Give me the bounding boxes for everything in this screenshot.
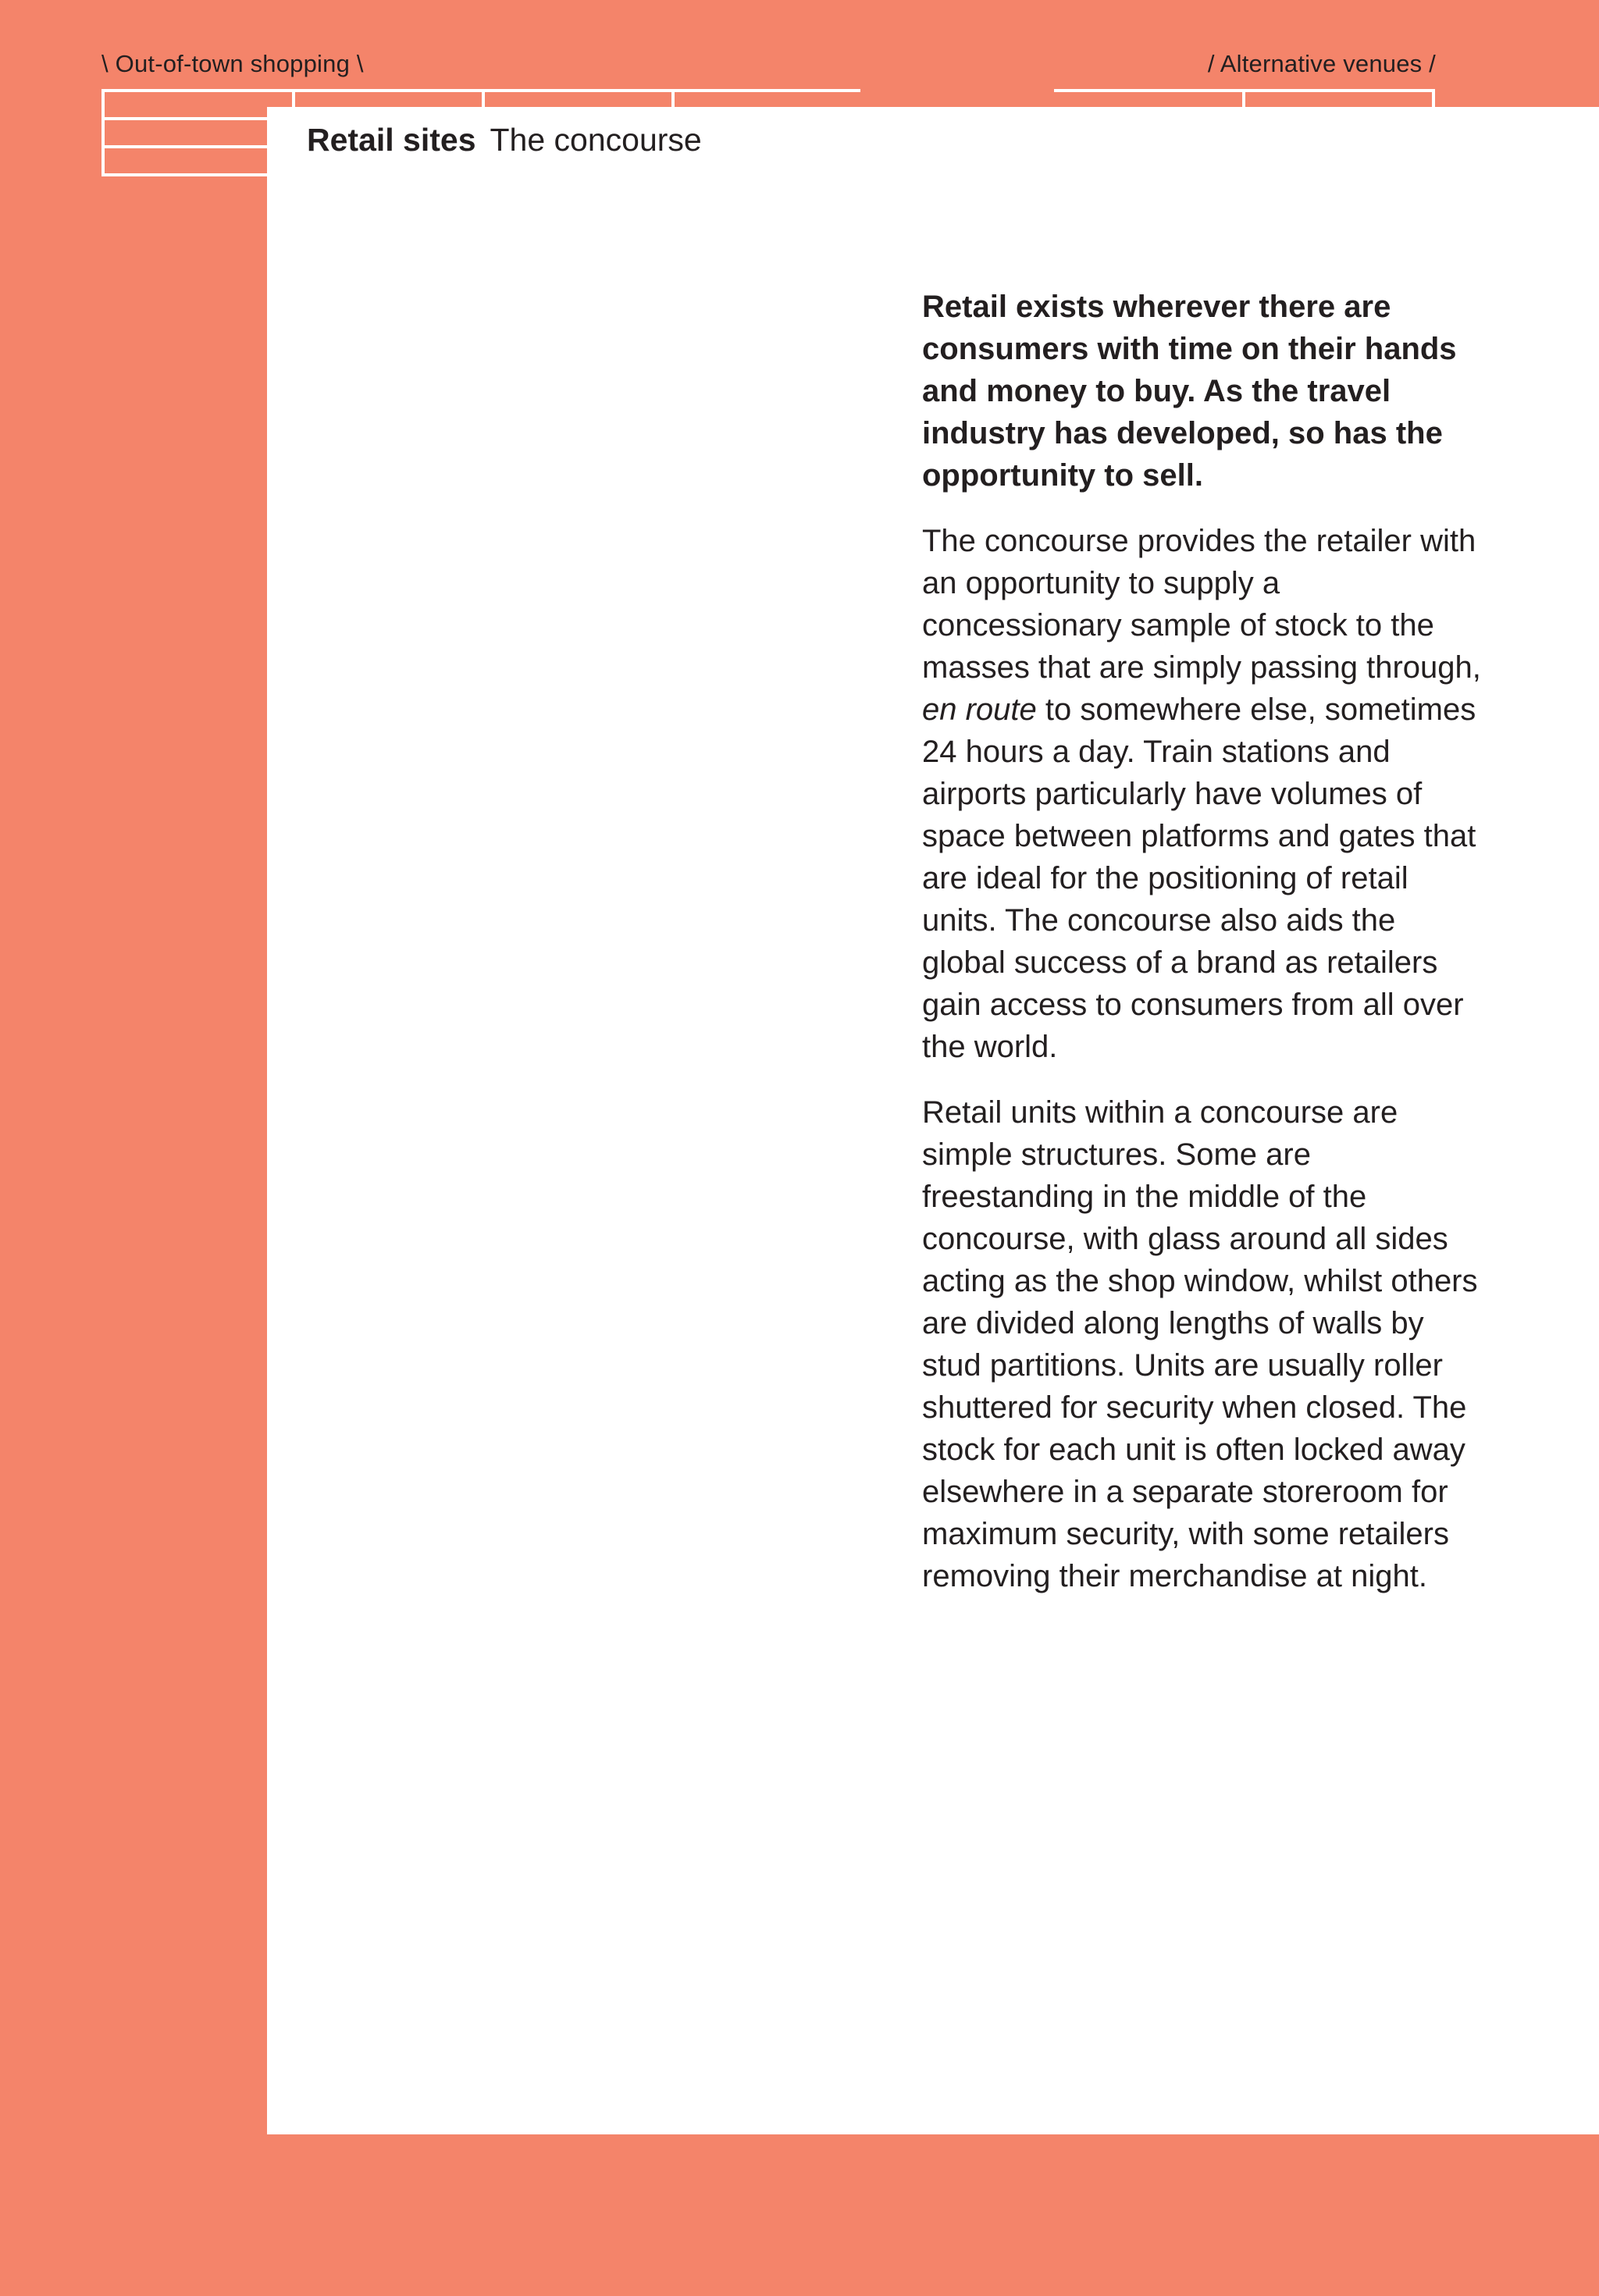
body-text: to somewhere else, sometimes 24 hours a day. Train stations and airports particularly have volumes of space between platforms and gates that are ideal for the positioning of retail units. The concourse also aids the global success of a brand as retailers gain access to consumers from all over the world. bbox=[922, 692, 1476, 1064]
grid-line bbox=[101, 89, 860, 92]
grid-line bbox=[671, 89, 675, 107]
grid-line bbox=[101, 117, 267, 120]
grid-line bbox=[101, 173, 267, 176]
grid-line bbox=[292, 89, 295, 107]
page-title bbox=[307, 120, 702, 159]
grid-line bbox=[482, 89, 485, 107]
page-title-category: Retail sites bbox=[307, 122, 476, 158]
grid-line bbox=[101, 145, 267, 148]
page-title-topic: The concourse bbox=[490, 122, 702, 158]
lede-paragraph: Retail exists wherever there are consumers with time on their hands and money to buy. As the travel industry has developed, so has the opportunity to sell. bbox=[922, 290, 1457, 493]
body-column bbox=[922, 286, 1484, 1621]
body-paragraph: Retail units within a concourse are simple structures. Some are freestanding in the middle of the concourse, with glass around all sides acting as the shop window, whilst others are divided along lengths of walls by stud partitions. Units are usually roller shuttered for security when closed. The stock for each unit is often locked away elsewhere in a separate storeroom for maximum security, with some retailers removing their merchandise at night. bbox=[922, 1095, 1478, 1593]
section-label-left: \ Out-of-town shopping \ bbox=[101, 50, 364, 77]
body-text: The concourse provides the retailer with an opportunity to supply a concessionary sample of stock to the masses that are simply passing through, bbox=[922, 524, 1481, 685]
grid-line bbox=[1242, 89, 1245, 107]
grid-line bbox=[1432, 89, 1435, 107]
body-paragraph bbox=[922, 520, 1484, 1068]
italic-phrase: en route bbox=[922, 692, 1037, 727]
section-label-right: / Alternative venues / bbox=[1207, 50, 1436, 77]
grid-line bbox=[101, 89, 105, 176]
